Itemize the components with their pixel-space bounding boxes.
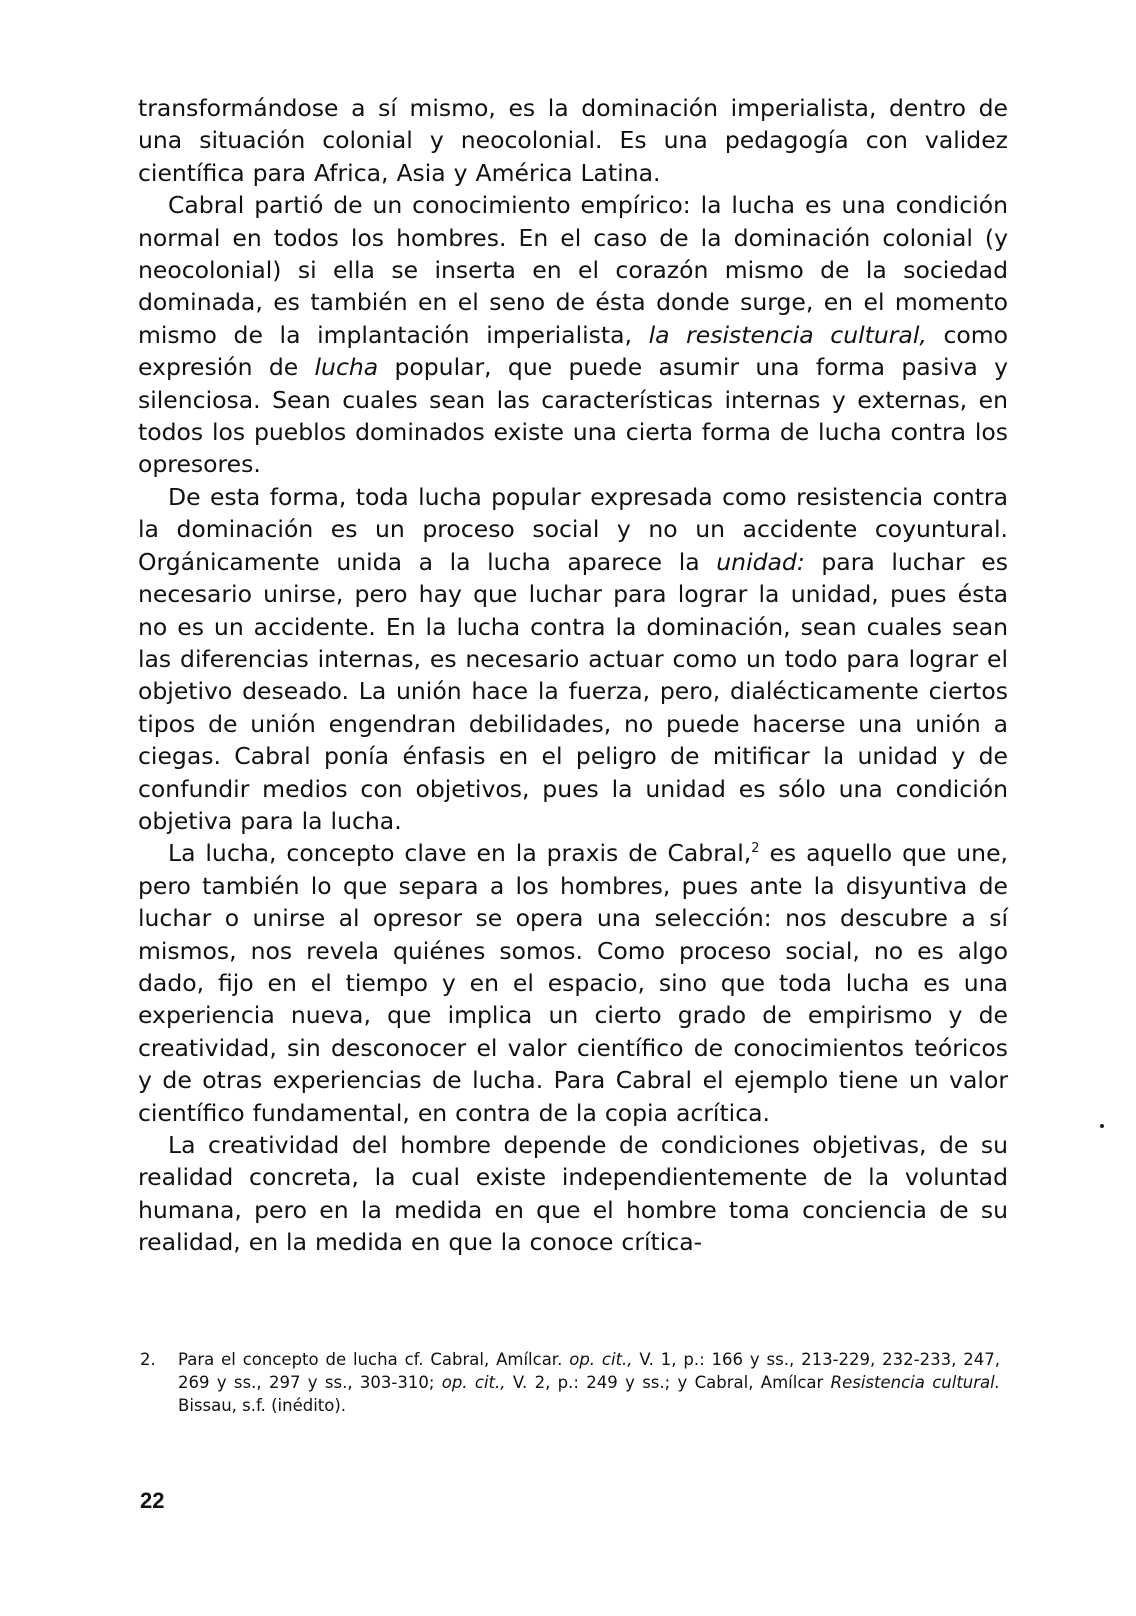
text-run: De esta forma, toda lucha popular expresada como resistencia contra la dominación es un proceso social y no un accidente coyuntural. Orgánicamente unida a la lucha aparece la bbox=[138, 482, 1008, 576]
text-run: es aquello que une, pero también lo que separa a los hombres, pues ante la disyuntiva de luchar o unirse al opresor se opera una selección: nos descubre a sí mismos, nos revela quiénes somos. Como proceso social, no es algo dado, fijo en el tiempo y en el espacio, sino que toda lucha es una experiencia nueva, que implica un cierto grado de empirismo y de creatividad, sin desconocer el valor científico de conocimientos teóricos y de otras experiencias de lucha. Para Cabral el ejemplo tiene un valor científico fundamental, en contra de la copia acrítica. bbox=[138, 839, 1008, 1127]
italic-text: Resistencia cultural. bbox=[830, 1373, 1000, 1392]
italic-text: op. cit., bbox=[441, 1373, 506, 1392]
footnote-number: 2. bbox=[140, 1350, 156, 1369]
footnote bbox=[140, 1348, 1000, 1417]
text-run: popular, que puede asumir una forma pasiva y silenciosa. Sean cuales sean las características internas y externas, en todos los pueblos dominados existe una cierta forma de lucha contra los opresores. bbox=[138, 353, 1008, 479]
footnote-reference: 2 bbox=[751, 841, 760, 857]
italic-text: op. cit., bbox=[569, 1350, 633, 1369]
text-run: Cabral partió de un conocimiento empírico: la lucha es una condición normal en todos los hombres. En el caso de la dominación colonial (y neocolonial) si ella se inserta en el corazón mismo de la sociedad dominada, es también en el seno de ésta donde surge, en el momento mismo de la implantación imperialista, bbox=[138, 191, 1008, 349]
text-run: V. 1, p.: 166 y ss., 213-229, 232-233, 247, 269 y ss., 297 y ss., 303-310; bbox=[178, 1350, 1000, 1392]
italic-text: la resistencia cultural, bbox=[648, 320, 927, 349]
print-speck bbox=[1100, 1124, 1104, 1128]
italic-text: lucha bbox=[314, 353, 379, 382]
paragraph bbox=[138, 189, 1008, 481]
text-run: Bissau, s.f. (inédito). bbox=[178, 1396, 347, 1415]
text-run: La creatividad del hombre depende de condiciones objetivas, de su realidad concreta, la cual existe independientemente de la voluntad humana, pero en la medida en que el hombre toma conciencia de su realidad, en la medida en que la conoce crítica- bbox=[138, 1131, 1008, 1257]
text-run: V. 2, p.: 249 y ss.; y Cabral, Amílcar bbox=[505, 1373, 831, 1392]
text-run: transformándose a sí mismo, es la dominación imperialista, dentro de una situación colonial y neocolonial. Es una pedagogía con validez científica para Africa, Asia y América Latina. bbox=[138, 94, 1008, 187]
text-run: La lucha, concepto clave en la praxis de Cabral, bbox=[168, 839, 752, 868]
paragraph bbox=[138, 837, 1008, 1129]
paragraph bbox=[138, 92, 1008, 189]
paragraph bbox=[138, 481, 1008, 837]
text-run: Para el concepto de lucha cf. Cabral, Amílcar. bbox=[178, 1350, 570, 1369]
text-run: como expresión de bbox=[138, 320, 1009, 382]
footnote-text bbox=[178, 1348, 1000, 1417]
text-run: para luchar es necesario unirse, pero hay que luchar para lograr la unidad, pues ésta no es un accidente. En la lucha contra la dominación, sean cuales sean las diferencias internas, es necesario actuar como un todo para lograr el objetivo deseado. La unión hace la fuerza, pero, dialécticamente ciertos tipos de unión engendran debilidades, no puede hacerse una unión a ciegas. Cabral ponía énfasis en el peligro de mitificar la unidad y de confundir medios con objetivos, pues la unidad es sólo una condición objetiva para la lucha. bbox=[138, 547, 1008, 835]
body-text bbox=[138, 92, 1008, 1259]
page-number: 22 bbox=[140, 1488, 165, 1513]
italic-text: unidad: bbox=[716, 547, 805, 576]
paragraph bbox=[138, 1129, 1008, 1259]
